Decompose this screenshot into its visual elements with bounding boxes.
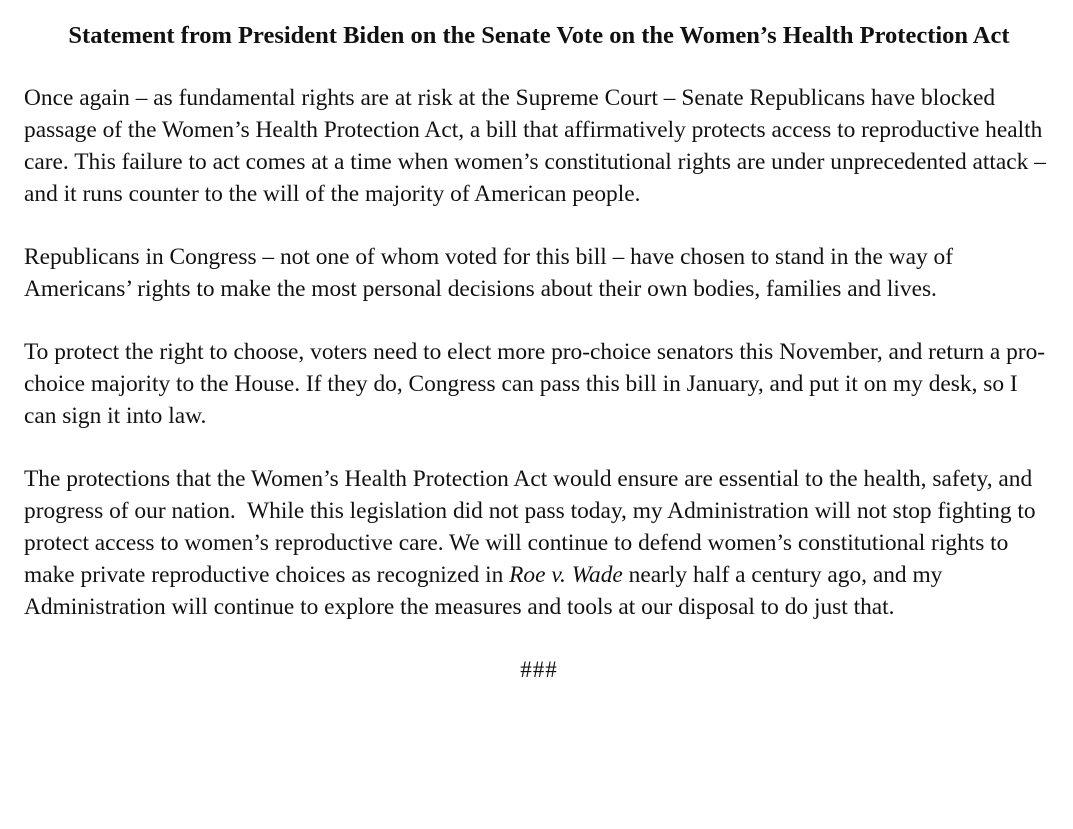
paragraph-2: Republicans in Congress – not one of whom voted for this bill – have chosen to stand in the way of Americans’ rights to make the most personal decisions about their own bodies, families and lives. — [24, 244, 953, 302]
statement-title: Statement from President Biden on the Senate Vote on the Women’s Health Protection Act — [68, 22, 1010, 49]
paragraph-4-text-end: nearly half a century ago, and my Administration will continue to explore the measures and tools at our disposal to do just that. — [24, 562, 947, 620]
end-mark: ### — [520, 657, 558, 682]
paragraph-4 — [24, 463, 1054, 623]
paragraph-4-text-start: The protections that the Women’s Health Protection Act would ensure are essential to the health, safety, and progress of our nation. While this legislation did not pass today, my Administration will not stop fighting to protect access to women’s reproductive care. We will continue to defend women’s constitutional rights to make private reproductive choices as recognized in — [24, 466, 1042, 588]
paragraph-1: Once again – as fundamental rights are at risk at the Supreme Court – Senate Republicans have blocked passage of the Women’s Health Protection Act, a bill that affirmatively protects access to reproductive health care. This failure to act comes at a time when women’s constitutional rights are under unprecedented attack – and it runs counter to the will of the majority of American people. — [24, 85, 1046, 207]
paragraph-3: To protect the right to choose, voters need to elect more pro-choice senators this November, and return a pro-choice majority to the House. If they do, Congress can pass this bill in January, and put it on my desk, so I can sign it into law. — [24, 339, 1046, 429]
case-name-roe-v-wade: Roe v. Wade — [509, 562, 623, 588]
statement-document — [24, 20, 1054, 686]
